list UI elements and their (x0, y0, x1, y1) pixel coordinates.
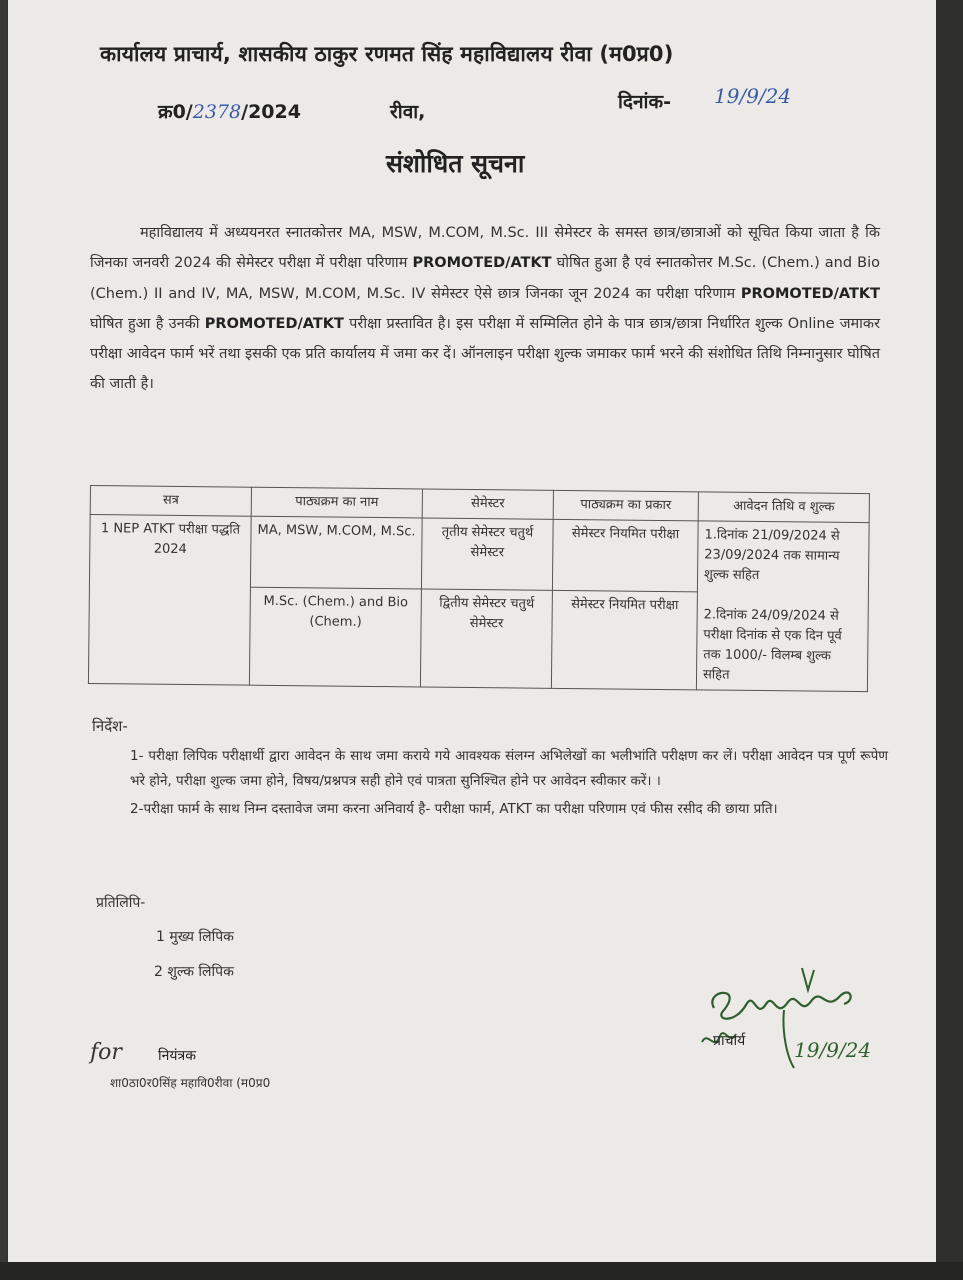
instruction-item: 1- परीक्षा लिपिक परीक्षार्थी द्वारा आवेदन के साथ जमा कराये गये आवश्यक संलग्न अभिलेखों का भलीभांति परीक्षण कर लें। परीक्षा आवेदन पत्र पूर्ण रूपेण भरे होने, परीक्षा शुल्क जमा होने, विषय/प्रश्नपत्र सही होने एवं पात्रता सुनिश्चित होने पर आवेदन स्वीकार करें। । (130, 748, 888, 789)
instruction-item: 2-परीक्षा फार्म के साथ निम्न दस्तावेज जमा करना अनिवार्य है- परीक्षा फार्म, ATKT का परीक्षा परिणाम एवं फीस रसीद की छाया प्रति। (130, 801, 778, 817)
instructions-list (130, 744, 888, 822)
header-session: सत्र (90, 486, 251, 517)
fee-normal: 1.दिनांक 21/09/2024 से 23/09/2024 तक सामान्य शुल्क सहित (704, 527, 840, 584)
controller-signature-prefix: for (90, 1040, 122, 1065)
course-cell: MA, MSW, M.COM, M.Sc. (250, 516, 422, 589)
notice-heading: संशोधित सूचना (386, 149, 525, 178)
signature-date-handwritten: 19/9/24 (794, 1038, 872, 1062)
session-cell: 1 NEP ATKT परीक्षा पद्धति 2024 (88, 515, 251, 686)
notice-text-2: घोषित हुआ है एवं स्नातकोत्तर M.Sc. (Chem.) and Bio (Chem.) II and IV, MA, MSW, M.COM, M.Sc. IV सेमेस्टर ऐसे छात्र जिनका जून 2024 का परीक्षा परिणाम (90, 255, 880, 302)
semester-cell: द्वितीय सेमेस्टर चतुर्थ सेमेस्टर (420, 589, 552, 688)
ref-year: /2024 (241, 101, 301, 123)
copy-item: 2 शुल्क लिपिक (154, 964, 234, 980)
background-edge-bottom (0, 1262, 963, 1280)
date-handwritten: 19/9/24 (714, 84, 792, 108)
notice-text-1: महाविद्यालय में अध्ययनरत स्नातकोत्तर MA, MSW, M.COM, M.Sc. III सेमेस्टर के समस्त छात्र/छात्राओं को सूचित किया जाता है कि जिनका जनवरी 2024 की सेमेस्टर परीक्षा में परीक्षा परिणाम (90, 225, 880, 272)
notice-text-4: परीक्षा प्रस्तावित है। इस परीक्षा में सम्मिलित होने के पात्र छात्र/छात्रा निर्धारित शुल्क Online जमाकर परीक्षा आवेदन फार्म भरें तथा इसकी एक प्रति कार्यालय में जमा कर दें। ऑनलाइन परीक्षा शुल्क जमाकर फार्म भरने की संशोधित तिथि निम्नानुसार घोषित की जाती है। (90, 315, 880, 393)
instructions-title: निर्देश- (92, 717, 128, 735)
principal-title: प्राचार्य (713, 1033, 746, 1049)
header-date-fee: आवेदन तिथि व शुल्क (698, 492, 869, 523)
office-title: कार्यालय प्राचार्य, शासकीय ठाकुर रणमत सिंह महाविद्यालय रीवा (म0प्र0) (100, 42, 674, 66)
header-course-type: पाठ्यक्रम का प्रकार (553, 490, 698, 521)
controller-organization: शा0ठा0र0सिंह महावि0रीवा (म0प्र0 (110, 1076, 271, 1090)
copy-title: प्रतिलिपि- (96, 895, 146, 911)
schedule-table (88, 485, 870, 692)
copy-item: 1 मुख्य लिपिक (156, 929, 234, 945)
course-cell: M.Sc. (Chem.) and Bio (Chem.) (249, 587, 421, 687)
header-course: पाठ्यक्रम का नाम (251, 487, 422, 518)
semester-cell: तृतीय सेमेस्टर चतुर्थ सेमेस्टर (421, 518, 553, 590)
status-text-1: PROMOTED/ATKT (412, 255, 552, 272)
header-semester: सेमेस्टर (422, 489, 553, 519)
table-row (89, 515, 869, 594)
notice-body (90, 218, 880, 400)
ref-number-handwritten: 2378 (192, 101, 242, 123)
fee-late: 2.दिनांक 24/09/2024 से परीक्षा दिनांक से एक दिन पूर्व तक 1000/- विलम्ब शुल्क सहित (702, 607, 842, 683)
course-type-cell: सेमेस्टर नियमित परीक्षा (552, 519, 698, 592)
status-text-3: PROMOTED/ATKT (204, 315, 344, 332)
date-fee-cell (696, 521, 869, 692)
reference-number (158, 98, 301, 124)
date-label: दिनांक- (618, 91, 671, 113)
course-type-cell: सेमेस्टर नियमित परीक्षा (551, 590, 697, 690)
document-page (8, 0, 936, 1262)
background-edge (936, 0, 963, 1280)
city: रीवा, (390, 101, 426, 123)
status-text-2: PROMOTED/ATKT (740, 285, 880, 302)
controller-title: नियंत्रक (158, 1048, 196, 1064)
ref-prefix: क्र0/ (158, 101, 193, 123)
notice-text-3: घोषित हुआ है उनकी (90, 315, 205, 332)
